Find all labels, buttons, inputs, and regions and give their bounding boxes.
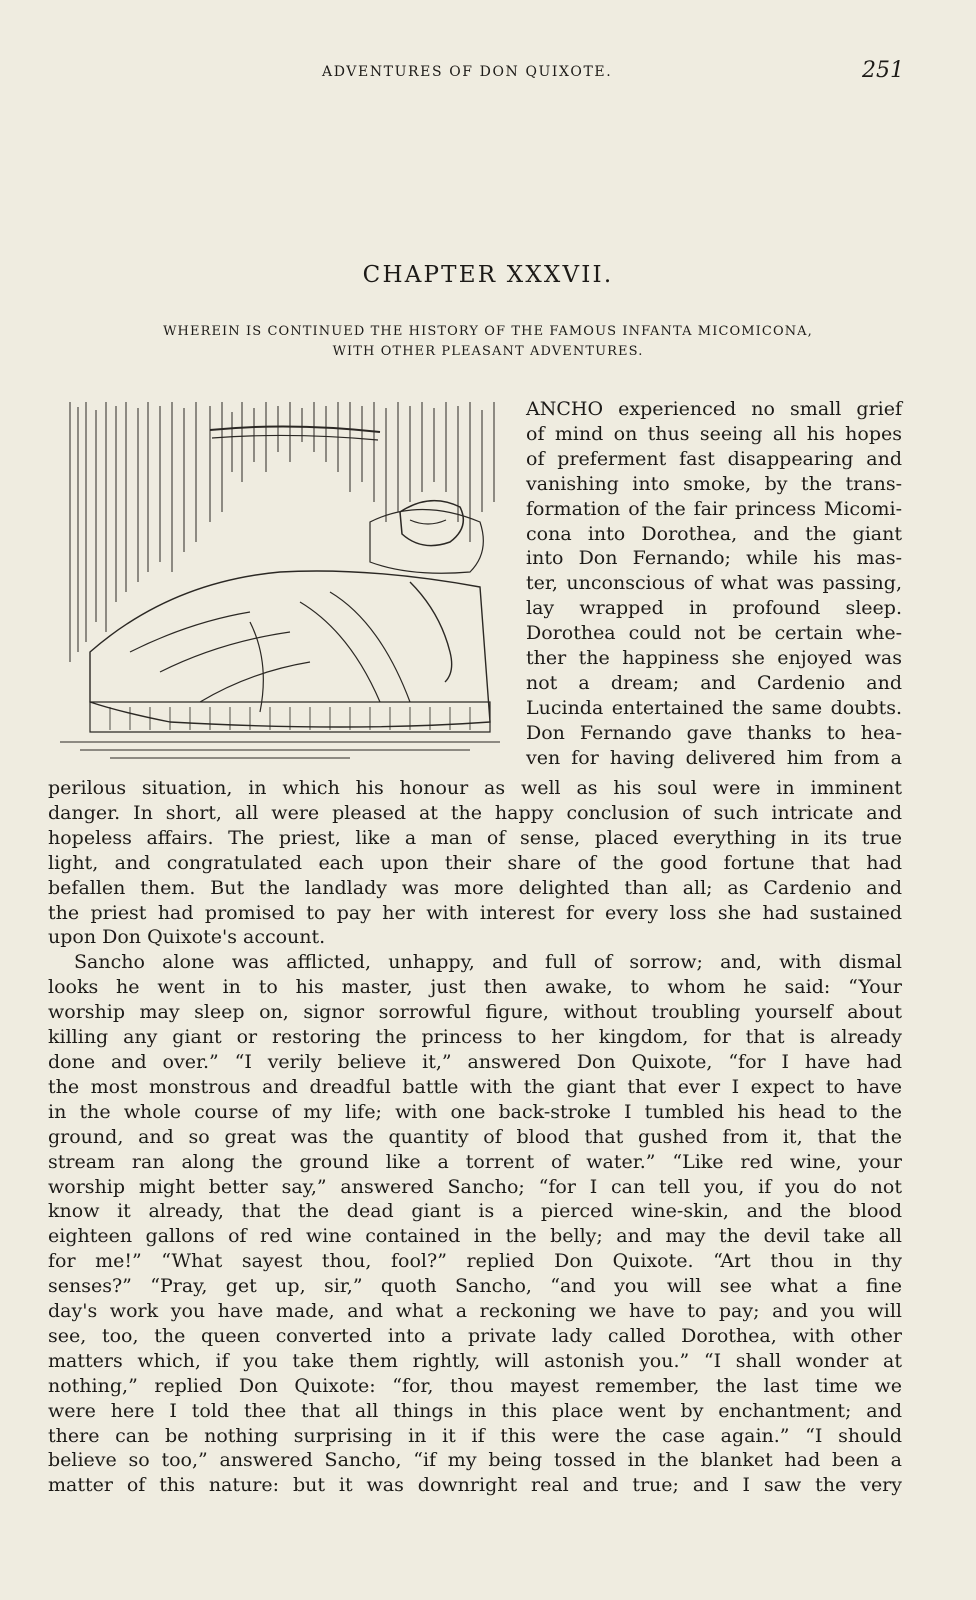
chapter-summary-line-1: WHEREIN IS CONTINUED THE HISTORY OF THE FAMOUS INFANTA MICOMICONA, (163, 324, 813, 339)
text-line: hopeless affairs. The priest, like a man of sense, placed everything in its true (48, 826, 902, 849)
running-head: ADVENTURES OF DON QUIXOTE. (322, 64, 613, 80)
text-line: danger. In short, all were pleased at the happy conclusion of such intricate and (48, 801, 902, 824)
text-line: believe so too,” answered Sancho, “if my being tossed in the blanket had been a (48, 1449, 902, 1472)
text-line: vanishing into smoke, by the trans- (526, 472, 902, 495)
text-line: Sancho alone was afflicted, unhappy, and full of sorrow; and, with dismal (74, 951, 902, 974)
text-line: looks he went in to his master, just then awake, to whom he said: “Your (48, 976, 902, 999)
text-line: into Don Fernando; while his mas- (526, 547, 902, 570)
text-line: ground, and so great was the quantity of blood that gushed from it, that the (48, 1125, 902, 1148)
chapter-summary-line-2: WITH OTHER PLEASANT ADVENTURES. (332, 344, 644, 359)
chapter-summary (100, 322, 876, 362)
text-line: nothing,” replied Don Quixote: “for, thou mayest remember, the last time we (48, 1374, 902, 1397)
text-line: worship might better say,” answered Sancho; “for I can tell you, if you do not (48, 1175, 902, 1198)
text-line: not a dream; and Cardenio and (526, 671, 902, 694)
text-line: formation of the fair princess Micomi- (526, 497, 902, 520)
text-line: matter of this nature: but it was downright real and true; and I saw the very (48, 1474, 902, 1497)
text-line: in the whole course of my life; with one back-stroke I tumbled his head to the (48, 1100, 902, 1123)
text-line: matters which, if you take them rightly, will astonish you.” “I shall wonder at (48, 1349, 902, 1372)
text-line: worship may sleep on, signor sorrowful figure, without troubling yourself about (48, 1001, 902, 1024)
text-line: lay wrapped in profound sleep. (526, 597, 902, 620)
text-line: Don Fernando gave thanks to hea- (526, 721, 902, 744)
text-line: were here I told thee that all things in this place went by enchantment; and (48, 1399, 902, 1422)
text-line: of mind on thus seeing all his hopes (526, 422, 902, 445)
chapter-title: CHAPTER XXXVII. (362, 262, 614, 288)
text-line: know it already, that the dead giant is a pierced wine-skin, and the blood (48, 1200, 902, 1223)
text-line: Dorothea could not be certain whe- (526, 622, 902, 645)
text-line: killing any giant or restoring the princess to her kingdom, for that is already (48, 1026, 902, 1049)
text-line: day's work you have made, and what a reckoning we have to pay; and you will (48, 1300, 902, 1323)
paragraph-opening (526, 397, 902, 771)
text-line: stream ran along the ground like a torrent of water.” “Like red wine, your (48, 1150, 902, 1173)
text-line: for me!” “What sayest thou, fool?” replied Don Quixote. “Art thou in thy (48, 1250, 902, 1273)
text-line: perilous situation, in which his honour as well as his soul were in imminent (48, 777, 902, 799)
text-line: the most monstrous and dreadful battle with the giant that ever I expect to have (48, 1075, 902, 1098)
text-line: light, and congratulated each upon their share of the good fortune that had (48, 851, 902, 874)
text-line: Lucinda entertained the same doubts. (526, 696, 902, 719)
text-line: eighteen gallons of red wine contained in the belly; and may the devil take all (48, 1225, 902, 1248)
page-number: 251 (862, 58, 904, 83)
text-line: senses?” “Pray, get up, sir,” quoth Sancho, “and you will see what a fine (48, 1275, 902, 1298)
text-line: there can be nothing surprising in it if this were the case again.” “I should (48, 1424, 902, 1447)
text-line: cona into Dorothea, and the giant (526, 522, 902, 545)
text-line: the priest had promised to pay her with interest for every loss she had sustained (48, 901, 902, 924)
text-line: upon Don Quixote's account. (48, 926, 326, 949)
paragraph-continuation (48, 776, 902, 1498)
text-line: ANCHO experienced no small grief (526, 398, 902, 420)
text-line: of preferment fast disappearing and (526, 447, 902, 470)
text-line: befallen them. But the landlady was more delighted than all; as Cardenio and (48, 876, 902, 899)
text-line: see, too, the queen converted into a private lady called Dorothea, with other (48, 1324, 902, 1347)
text-line: ter, unconscious of what was passing, (526, 572, 902, 595)
text-line: done and over.” “I verily believe it,” answered Don Quixote, “for I have had (48, 1050, 902, 1073)
text-line: ven for having delivered him from a (526, 746, 902, 769)
engraving-sleeping-don-quixote-icon (50, 402, 510, 768)
text-line: ther the happiness she enjoyed was (526, 647, 902, 670)
